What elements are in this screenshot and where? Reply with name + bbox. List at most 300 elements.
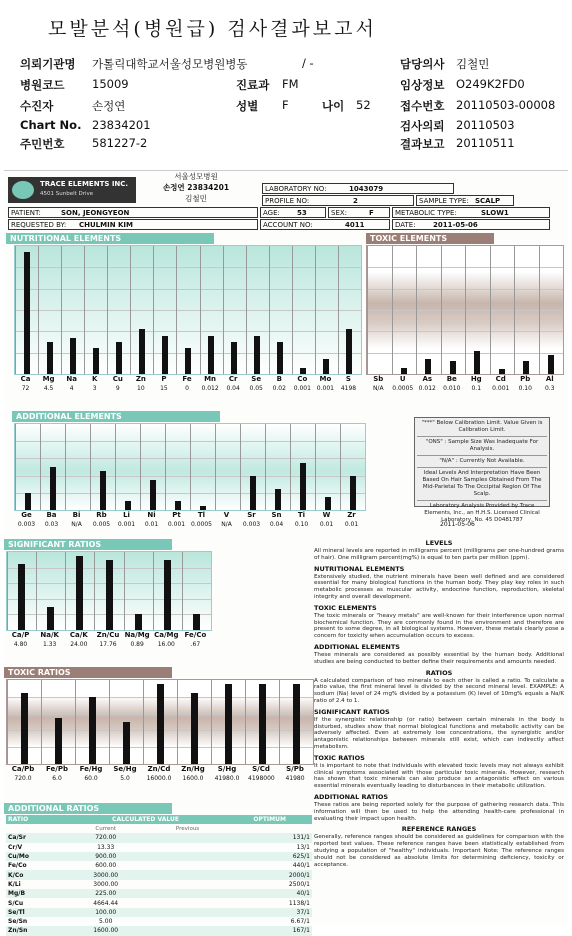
additional-bar [150, 480, 156, 510]
column-divider [367, 246, 368, 374]
ratio-current: 3000.00 [93, 871, 119, 879]
additional-label: Sr [247, 511, 256, 519]
explanation-text: A calculated comparison of two minerals to each other is called a ratio. To calculate a ratio value, the first mineral level is divided by the second mineral level. EXAMPLE: A sodium (Na) level of 24 mg% divided by a potassium (K) level of 10mg% equals a Na/K ratio of 2.4 to 1. [314, 677, 564, 704]
additional-label: Pt [172, 511, 181, 519]
ratio-name: Ca/Sr [8, 834, 26, 842]
toxic-heading: TOXIC ELEMENTS [366, 233, 494, 244]
toxic-label: Pb [520, 375, 531, 383]
additional-label: Ni [147, 511, 156, 519]
nutritional-label: Se [251, 375, 262, 383]
nutritional-bar [93, 348, 99, 374]
nutritional-label: B [276, 375, 282, 383]
toxic-ratio-value: 4198000 [248, 775, 275, 782]
toxic-label: As [422, 375, 433, 383]
column-divider [279, 680, 280, 764]
ratio-optimum: 40/1 [296, 890, 310, 898]
col-previous: Previous [175, 825, 200, 832]
lab-sex: F [369, 209, 374, 217]
toxic-ratio-label: Zn/Hg [181, 765, 205, 773]
patient-label: 수진자 [20, 99, 54, 113]
toxic-ratio-bar [157, 684, 164, 764]
toxic-value: 0.010 [443, 385, 461, 392]
legend-item: Laboratory Analysis Provided by Trace Elements, Inc., an H.H.S. Licensed Clinical Laboratory, No. 45 D0481787 [424, 503, 540, 523]
nutritional-label: Cu [112, 375, 123, 383]
ratio-optimum: 131/1 [292, 834, 310, 842]
column-divider [182, 552, 183, 630]
column-divider [41, 680, 42, 764]
age-value: 52 [356, 98, 371, 112]
column-divider [338, 246, 339, 374]
ratio-optimum: 6.67/1 [290, 918, 310, 926]
additional-bar [25, 493, 31, 510]
table-row [6, 843, 312, 852]
ratio-optimum: 625/1 [292, 853, 310, 861]
toxic-label: Hg [470, 375, 482, 383]
column-divider [75, 680, 76, 764]
grid-line [15, 331, 361, 332]
lab-patient: SON, JEONGYEON [61, 209, 130, 217]
additional-label: Ge [21, 511, 32, 519]
explanation-text: Generally, reference ranges should be considered as guidelines for comparison with the reported test values. These reference ranges have been statistically established from studying a population of "healthy" individuals. Important Note: The reference ranges should not be considered as absolute limits for determining deficiency, toxicity or acceptance. [314, 834, 564, 868]
column-divider [177, 680, 178, 764]
ratio-previous [148, 843, 228, 852]
table-row [6, 889, 312, 898]
resident-no-value: 581227-2 [92, 136, 148, 150]
nutritional-label: Co [297, 375, 308, 383]
toxic-ratio-label: Se/Hg [113, 765, 137, 773]
col-current: Current [95, 825, 117, 832]
column-divider [215, 424, 216, 510]
additional-bar [350, 476, 356, 510]
toxic-ratio-label: Zn/Cd [147, 765, 171, 773]
table-row [6, 917, 312, 926]
legend-date: 2011-05-06 [440, 521, 475, 528]
toxic-label: Sb [373, 375, 384, 383]
column-divider [7, 552, 8, 630]
column-divider [124, 552, 125, 630]
additional-value: 0.01 [344, 521, 359, 528]
chart-no-value: 23834201 [92, 118, 151, 132]
column-divider [84, 246, 85, 374]
toxic-label: Al [545, 375, 554, 383]
ratio-previous [148, 833, 228, 842]
metabolic-box [392, 207, 550, 218]
column-divider [90, 424, 91, 510]
toxic-value: N/A [372, 385, 384, 392]
additional-bar [275, 489, 281, 511]
additional-value: 0.01 [144, 521, 159, 528]
hospital-value: 가톨릭대학교서울성모병원병동 [92, 57, 248, 71]
ratio-name: S/Cu [8, 899, 24, 907]
nutritional-bar [254, 336, 260, 374]
table-row [6, 870, 312, 879]
metabolic-label: METABOLIC TYPE: [395, 209, 457, 217]
nutritional-value: 0.001 [293, 385, 311, 392]
explanation-heading: NUTRITIONAL ELEMENTS [314, 564, 405, 573]
lab-date-label: DATE: [395, 221, 416, 229]
column-divider [269, 246, 270, 374]
nutritional-bar [323, 359, 329, 374]
col-ratio: RATIO [6, 815, 64, 824]
nutritional-value: 0.02 [272, 385, 286, 392]
nutritional-label: Ca [20, 375, 31, 383]
hospital-label: 의뢰기관명 [20, 57, 76, 71]
ratio-previous [148, 852, 228, 861]
column-divider [7, 680, 8, 764]
toxic-ratio-label: S/Pb [286, 765, 304, 773]
additional-value: 0.10 [294, 521, 309, 528]
column-divider [40, 424, 41, 510]
column-divider [65, 552, 66, 630]
nutritional-bar [231, 342, 237, 374]
ratio-optimum: 13/1 [296, 843, 310, 851]
patient-value: 손정연 [92, 99, 126, 113]
sample-type-box [416, 195, 514, 206]
requested-box [8, 219, 258, 230]
toxic-ratio-value: 5.0 [120, 775, 130, 782]
doctor-value: 김철민 [456, 57, 490, 71]
ratio-current: 100.00 [95, 908, 117, 916]
column-divider [165, 424, 166, 510]
col-calculated: CALCULATED VALUE [64, 815, 228, 824]
column-divider [315, 246, 316, 374]
nutritional-bar [139, 329, 145, 374]
table-row [6, 852, 312, 861]
toxic-bar [523, 361, 529, 374]
metabolic-type: SLOW1 [481, 209, 509, 217]
nutritional-value: 0.04 [226, 385, 240, 392]
toxic-ratio-label: S/Cd [252, 765, 270, 773]
toxic-ratio-label: Fe/Hg [79, 765, 103, 773]
additional-value: 0.001 [167, 521, 186, 528]
logo-text: TRACE ELEMENTS INC. [40, 180, 129, 188]
patient-box [8, 207, 258, 218]
scanned-lab-report [4, 170, 568, 935]
account-label: ACCOUNT NO: [263, 221, 313, 229]
explanation-heading: TOXIC RATIOS [314, 753, 365, 762]
column-divider [240, 424, 241, 510]
grid-line [15, 310, 361, 311]
toxic-ratio-bar [191, 693, 198, 764]
ratio-current: 4664.44 [93, 899, 119, 907]
explanation-text: If the synergistic relationship (or ratio) between certain minerals in the body is disturbed, studies show that normal biological functions and metabolic activity can be adversely affected. Even at extremely low concentrations, the synergistic and/or antagonistic relationships between minerals still exist, which can indirectly affect metabolism. [314, 716, 564, 750]
toxic-ratio-label: Fe/Pb [46, 765, 68, 773]
logo-emblem-icon [12, 181, 34, 199]
significant-ratio-label: Ca/P [11, 631, 30, 639]
toxic-chart [366, 245, 564, 375]
toxic-ratios-chart [6, 679, 314, 765]
additional-label: Rb [96, 511, 107, 519]
ratio-current: 900.00 [95, 853, 117, 861]
toxic-ratio-bar [259, 684, 266, 764]
toxic-ratio-value: 6.0 [52, 775, 62, 782]
nutritional-bar [70, 338, 76, 374]
explanation-text: Extensively studied, the nutrient minerals have been well defined and are considered essential for many biological functions in the human body. They play key roles in such metabolic processes as muscular activity, endocrine function, reproduction, skeletal integrity and overall development. [314, 573, 564, 600]
toxic-ratios-heading: TOXIC RATIOS [4, 667, 172, 678]
significant-ratio-label: Ca/K [69, 631, 88, 639]
toxic-labels [366, 375, 562, 395]
column-divider [441, 246, 442, 374]
explanation-heading: ADDITIONAL RATIOS [314, 792, 389, 801]
toxic-value: 0.3 [544, 385, 555, 392]
toxic-ratio-bar [225, 684, 232, 764]
laboratory-no-label: LABORATORY NO: [265, 185, 327, 193]
additional-bar [200, 506, 206, 510]
table-row [6, 861, 312, 870]
additional-ratios-table [6, 815, 312, 936]
toxic-bar [401, 368, 407, 374]
ratio-optimum: 167/1 [292, 927, 310, 935]
laboratory-no-box [262, 183, 454, 194]
ratio-previous [148, 880, 228, 889]
lab-age: 53 [297, 209, 307, 217]
ratio-previous [148, 917, 228, 926]
nutritional-value: 0.05 [249, 385, 263, 392]
nutritional-bar [162, 336, 168, 374]
ratio-name: Fe/Co [8, 862, 27, 870]
clinical-info-label: 임상정보 [400, 78, 445, 92]
ratio-previous [148, 926, 228, 935]
toxic-value: 0.0005 [392, 385, 414, 392]
significant-ratios-heading: SIGNIFICANT RATIOS [4, 539, 172, 550]
toxic-ratios-labels [6, 765, 312, 789]
table-row [6, 833, 312, 842]
toxic-ratio-label: Ca/Pb [11, 765, 35, 773]
additional-bars [15, 424, 365, 510]
report-date-value: 20110511 [456, 136, 515, 150]
explanation-text: All mineral levels are reported in milligrams percent (milligrams per one-hundred grams of hair). One milligram percent(mg%) is equal to ten parts per million (ppm). [314, 548, 564, 561]
column-divider [539, 246, 540, 374]
significant-ratio-bar [47, 607, 54, 630]
stamp-hospital: 서울성모병원 [174, 172, 218, 181]
toxic-value: 0.001 [492, 385, 510, 392]
column-divider [340, 424, 341, 510]
nutritional-label: K [92, 375, 98, 383]
additional-value: 0.03 [44, 521, 59, 528]
toxic-ratios-bars [7, 680, 313, 764]
significant-ratio-bar [193, 614, 200, 630]
toxic-label: U [399, 375, 406, 383]
account-box [260, 219, 390, 230]
toxic-label: Be [446, 375, 457, 383]
lab-sex-label: SEX: [331, 209, 348, 217]
ratio-name: K/Li [8, 880, 21, 888]
department-label: 진료과 [236, 78, 270, 92]
lab-age-label: AGE: [263, 209, 280, 217]
column-divider [15, 246, 16, 374]
column-divider [143, 680, 144, 764]
toxic-value: 0.012 [418, 385, 436, 392]
significant-ratio-label: Na/Mg [124, 631, 150, 639]
sex-box [328, 207, 390, 218]
toxic-ratio-bar [293, 684, 300, 764]
stamp-patient: 손정연 23834201 [162, 183, 230, 192]
toxic-bar [474, 351, 480, 374]
significant-ratio-value: 24.00 [70, 641, 88, 648]
column-divider [130, 246, 131, 374]
hospital-code-value: 15009 [92, 77, 129, 91]
nutritional-value: 15 [160, 385, 168, 392]
additional-heading: ADDITIONAL ELEMENTS [12, 411, 220, 422]
table-row [6, 926, 312, 935]
additional-chart [14, 423, 366, 511]
nutritional-bar [185, 348, 191, 374]
laboratory-no: 1043079 [349, 185, 384, 193]
nutritional-value: 0.012 [201, 385, 219, 392]
significant-ratio-value: 1.33 [43, 641, 57, 648]
toxic-label: Cd [495, 375, 506, 383]
ratio-current: 225.00 [95, 890, 117, 898]
column-divider [61, 246, 62, 374]
additional-label: Bi [72, 511, 81, 519]
significant-ratios-bars [7, 552, 211, 630]
date-box [392, 219, 550, 230]
request-date-label: 검사의뢰 [400, 119, 445, 133]
additional-value: 0.001 [117, 521, 136, 528]
explanation-text: These ratios are being reported solely for the purpose of gathering research data. This information will then be used to help the attending health-care professional in evaluating their impact upon health. [314, 801, 564, 822]
ratio-current: 600.00 [95, 862, 117, 870]
nutritional-bar [116, 342, 122, 374]
explanation-heading: LEVELS [425, 539, 453, 547]
additional-value: 0.0005 [191, 521, 212, 528]
toxic-ratio-value: 720.0 [14, 775, 32, 782]
nutritional-label: Zn [135, 375, 146, 383]
nutritional-bar [346, 329, 352, 374]
significant-ratio-bar [76, 556, 83, 630]
nutritional-value: 0.001 [316, 385, 334, 392]
column-divider [245, 680, 246, 764]
column-divider [65, 424, 66, 510]
additional-value: N/A [221, 521, 232, 528]
column-divider [292, 246, 293, 374]
significant-ratio-bar [106, 560, 113, 630]
explanation-heading: RATIOS [425, 668, 453, 677]
lab-logo [8, 177, 136, 203]
nutritional-chart [14, 245, 362, 375]
significant-ratio-bar [164, 560, 171, 630]
ratio-optimum: 37/1 [296, 908, 310, 916]
receipt-no-value: 20110503-00008 [456, 98, 556, 112]
explanations [314, 537, 564, 921]
toxic-ratio-value: 16000.0 [146, 775, 172, 782]
nutritional-bar [277, 342, 283, 374]
additional-ratios-heading: ADDITIONAL RATIOS [4, 803, 172, 814]
significant-ratio-label: Zn/Cu [96, 631, 120, 639]
significant-ratio-value: .67 [190, 641, 201, 648]
lab-address: 4501 Sunbelt Drive [40, 191, 94, 197]
additional-bar [300, 463, 306, 510]
column-divider [36, 552, 37, 630]
additional-label: Ba [46, 511, 57, 519]
resident-no-label: 주민번호 [20, 137, 65, 151]
significant-ratio-value: 4.80 [13, 641, 28, 648]
nutritional-bar [300, 368, 306, 374]
nutritional-value: 0 [185, 385, 189, 392]
nutritional-bar [24, 252, 30, 374]
nutritional-label: Mn [204, 375, 217, 383]
page-title: 모발분석(병원급) 검사결과보고서 [48, 18, 377, 40]
significant-ratio-label: Fe/Co [184, 631, 207, 639]
column-divider [109, 680, 110, 764]
toxic-ratio-bar [55, 718, 62, 764]
additional-bar [250, 476, 256, 510]
additional-labels [14, 511, 364, 531]
additional-label: Tl [197, 511, 206, 519]
age-box [260, 207, 326, 218]
hospital-code-label: 병원코드 [20, 78, 65, 92]
column-divider [153, 246, 154, 374]
ratio-name: Se/Tl [8, 908, 25, 916]
nutritional-value: 9 [115, 385, 120, 392]
column-divider [107, 246, 108, 374]
toxic-bar [450, 361, 456, 374]
additional-bar [125, 501, 131, 510]
column-divider [246, 246, 247, 374]
nutritional-label: P [161, 375, 167, 383]
legend-item: "***" Below Calibration Limit. Value Given is Calibration Limit. [417, 420, 547, 437]
ratio-name: K/Co [8, 871, 24, 879]
sex-value: F [282, 98, 289, 112]
ratio-name: Mg/B [8, 890, 26, 898]
legend-box [414, 417, 550, 523]
ratio-current: 720.00 [95, 834, 117, 842]
column-divider [115, 424, 116, 510]
explanation-heading: REFERENCE RANGES [401, 825, 477, 834]
column-divider [140, 424, 141, 510]
toxic-bar [425, 359, 431, 374]
nutritional-label: Na [66, 375, 77, 383]
ratio-name: Cr/V [8, 843, 23, 851]
profile-no-box [262, 195, 414, 206]
sample-type-label: SAMPLE TYPE: [419, 197, 469, 205]
ratio-optimum: 2000/1 [288, 871, 310, 879]
nutritional-value: 3 [92, 385, 97, 392]
toxic-bar [499, 369, 505, 374]
clinical-info-value: O249K2FD0 [456, 77, 525, 91]
toxic-value: 0.1 [471, 385, 482, 392]
toxic-ratio-value: 60.0 [84, 775, 98, 782]
nutritional-value: 72 [21, 385, 30, 392]
additional-value: 0.003 [17, 521, 36, 528]
ratio-previous [148, 870, 228, 879]
column-divider [200, 246, 201, 374]
nutritional-bar [208, 336, 214, 374]
significant-ratio-bar [18, 564, 25, 630]
column-divider [465, 246, 466, 374]
nutritional-heading: NUTRITIONAL ELEMENTS [6, 233, 214, 244]
ratio-name: Se/Sn [8, 918, 28, 926]
profile-no: 2 [353, 197, 358, 205]
column-divider [490, 246, 491, 374]
table-row [6, 908, 312, 917]
significant-ratio-label: Na/K [40, 631, 59, 639]
nutritional-value: 4198 [340, 385, 357, 392]
sex-label: 성별 [236, 99, 259, 113]
additional-label: Ti [297, 511, 306, 519]
lab-patient-label: PATIENT: [11, 209, 41, 217]
explanation-text: These minerals are considered as possibly essential by the human body. Additional studies are being conducted to better define their requirements and amounts needed. [314, 651, 564, 665]
department-value: FM [282, 77, 299, 91]
additional-label: V [223, 511, 230, 519]
ratio-current: 13.33 [97, 843, 115, 851]
nutritional-value: 4.5 [43, 385, 54, 392]
nutritional-bars [15, 246, 361, 374]
toxic-value: 0.10 [518, 385, 532, 392]
additional-value: 0.01 [319, 521, 334, 528]
explanation-heading: ADDITIONAL ELEMENTS [314, 642, 400, 651]
ratio-optimum: 440/1 [292, 862, 310, 870]
ratio-previous [148, 908, 228, 917]
